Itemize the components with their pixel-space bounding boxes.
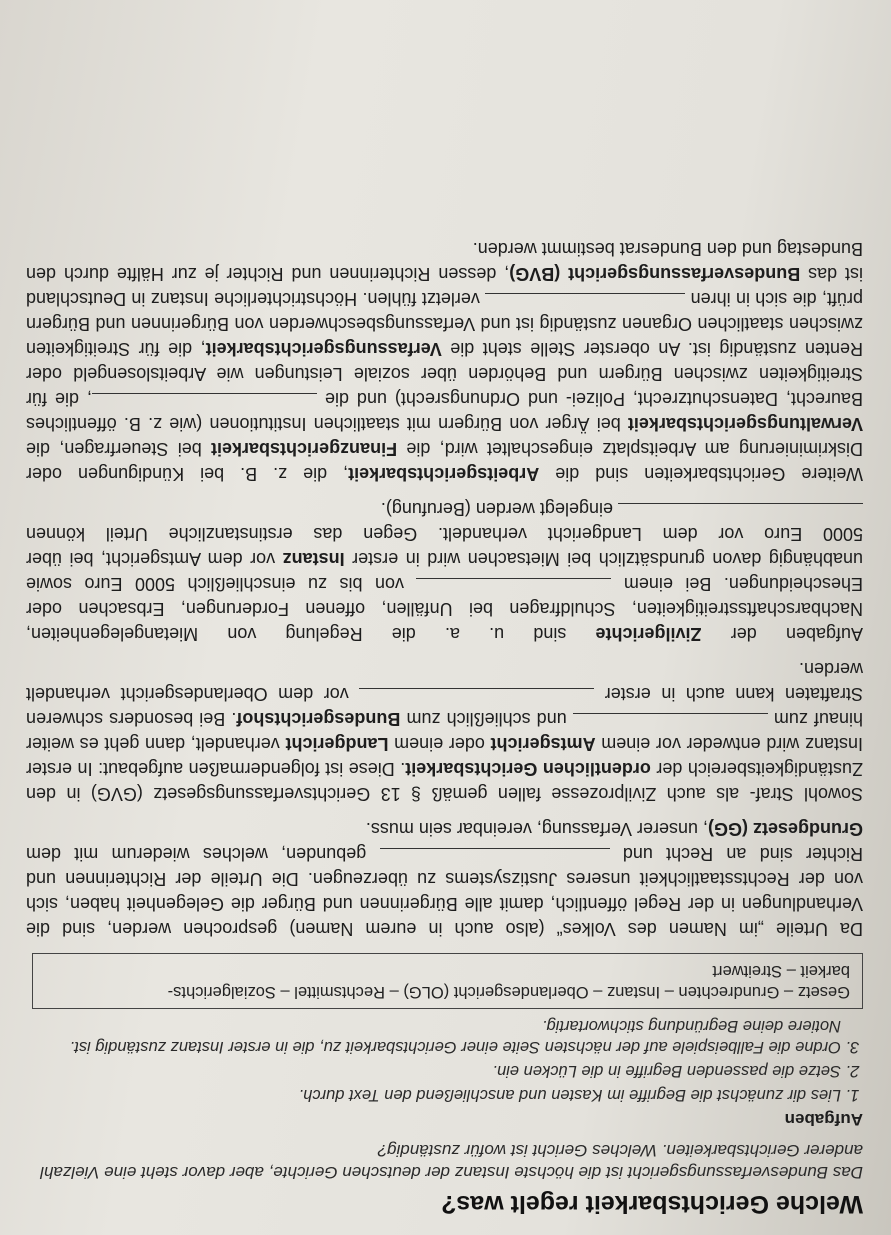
text-run: , die für Streitigkeiten zwischen staatlichen Organen zuständig ist und Verfassungsbeschwerden von Bürgerinnen und Bürgern prüft, die sich in ihren (26, 289, 863, 359)
task-item: 2. Setze die passenden Begriffe in die Lücken ein. (26, 1060, 841, 1081)
text-run: gebunden, welches wiederum mit dem (26, 844, 367, 864)
text-run: verletzt fühlen. Höchstrichterliche Instanz in Deutschland ist das (26, 264, 863, 309)
paragraph-2 (26, 656, 863, 806)
text-run: vor dem Amtsgericht, bei über 5000 Euro vor dem Landgericht verhandelt. Gegen das erstinstanzliche Urteil können (26, 524, 863, 569)
page-title: Welche Gerichtsbarkeit regelt was? (441, 1190, 863, 1218)
bold-term: Verwaltungsgerichtsbarkeit (627, 414, 863, 434)
text-run: oder einem (394, 734, 485, 754)
intro-text: Das Bundesverfassungsgericht ist die höchste Instanz der deutschen Gerichte, aber davor steht eine Vielzahl anderer Gerichtsbarkeiten. Welches Gericht ist wofür zuständig? (40, 1141, 863, 1182)
text-run: . Diese ist folgendermaßen aufgebaut: In erster Instanz wird entweder vor einem (26, 734, 863, 779)
text-run: bei Ärger von Bürgern mit staatlichen Institutionen (wie z. B. öffentliches Baurecht, Datenschutzrecht, Polizei- und Ordnungsrecht) und die (26, 389, 863, 434)
tasks-heading: Aufgaben (784, 1110, 863, 1129)
text-run: . Bei besonders schweren Straftaten kann auch in erster (26, 684, 863, 729)
bold-term: Instanz (282, 549, 345, 569)
text-run: Da Urteile „im Namen des Volkes“ (also auch in eurem Namen) gesprochen werden, sind die Verhandlungen in der Regel öffentlich, damit alle Bürgerinnen und Bürger die Gelegenheit haben, sich von der Rechtsstaatlichkeit unseres Justizsystems zu überzeugen. Die Urteile der Richterinnen und Richter sind an Recht und (26, 844, 863, 939)
text-run: , dessen Richterinnen und Richter je zur Hälfte durch den Bundestag und den Bundesrat bestimmt werden. (26, 239, 863, 284)
text-run: Sowohl Straf- als auch Zivilprozesse fallen gemäß § 13 Gerichtsverfassungsgesetz (GVG) in den Zuständigkeitsbereich der (26, 759, 863, 804)
text-run: Aufgaben der (730, 624, 863, 644)
bold-term: ordentlichen Gerichtsbarkeit (405, 759, 651, 779)
word-bank-line: Gesetz – Grundrechten – Instanz – Oberlandesgericht (OLG) – Rechtsmittel – Sozialgerichts- (167, 983, 850, 1001)
text-run: , unserer Verfassung, vereinbar sein muss. (365, 819, 708, 839)
word-bank-line: barkeit – Streitwert (712, 962, 850, 980)
text-run: sind u. a. die Regelung von Mietangelegenheiten, Nachbarschaftsstreitigkeiten, Schuldfragen bei Unfällen, offenen Forderungen, Erbsachen oder Ehescheidungen. Bei einem (26, 574, 863, 644)
fill-in-blank[interactable] (359, 688, 594, 705)
text-run: , die z. B. bei Kündigungen oder Diskriminierung am Arbeitsplatz eingeschaltet wird, die (26, 439, 863, 484)
text-run: und schließlich zum (406, 709, 567, 729)
bold-term: Finanzgerichtsbarkeit (211, 439, 398, 459)
text-run: von bis zu einschließlich 5000 Euro sowie unabhängig davon grundsätzlich bei Mietsachen wird in erster (26, 549, 863, 594)
fill-in-blank[interactable] (380, 848, 610, 865)
bold-term: Amtsgericht (490, 734, 596, 754)
fill-in-blank[interactable] (573, 713, 768, 730)
paragraph-4 (26, 236, 863, 486)
word-bank-box (32, 953, 863, 1009)
text-run: , die für Streitigkeiten zwischen Bürgern und Behörden über soziale Leistungen wie Arbeitslosengeld oder Renten zuständig ist. An oberster Stelle steht die (26, 339, 863, 409)
fill-in-blank[interactable] (485, 293, 685, 310)
bold-term: Zivilgerichte (595, 624, 702, 644)
fill-in-blank[interactable] (92, 393, 317, 410)
bold-term: Bundesgerichtshof (236, 709, 401, 729)
text-run: eingelegt werden (Berufung). (380, 499, 613, 519)
text-run: verhandelt, dann geht es weiter hinauf zum (26, 709, 863, 754)
task-list (26, 1015, 863, 1105)
paragraph-3 (26, 496, 863, 646)
text-run: vor dem Oberlandesgericht verhandelt werden. (25, 659, 863, 704)
bold-term: Grundgesetz (GG) (707, 819, 863, 839)
fill-in-blank[interactable] (416, 578, 611, 595)
text-run: bei Steuerfragen, die (26, 439, 202, 459)
text-run: Weitere Gerichtsbarkeiten sind die (555, 464, 863, 484)
task-item: 1. Lies dir zunächst die Begriffe im Kasten und anschließend den Text durch. (26, 1084, 841, 1105)
bold-term: Bundesverfassungsgericht (BVG) (509, 264, 801, 284)
bold-term: Landgericht (285, 734, 389, 754)
bold-term: Arbeitsgerichtsbarkeit (348, 464, 540, 484)
paragraph-1 (26, 816, 863, 941)
fill-in-blank[interactable] (618, 503, 863, 520)
task-item: 3. Ordne die Fallbeispiele auf der nächsten Seite einer Gerichtsbarkeit zu, die in erster Instanz zuständig ist. Notiere deine Begründung stichwortartig. (26, 1015, 841, 1057)
bold-term: Verfassungsgerichtsbarkeit (205, 339, 442, 359)
